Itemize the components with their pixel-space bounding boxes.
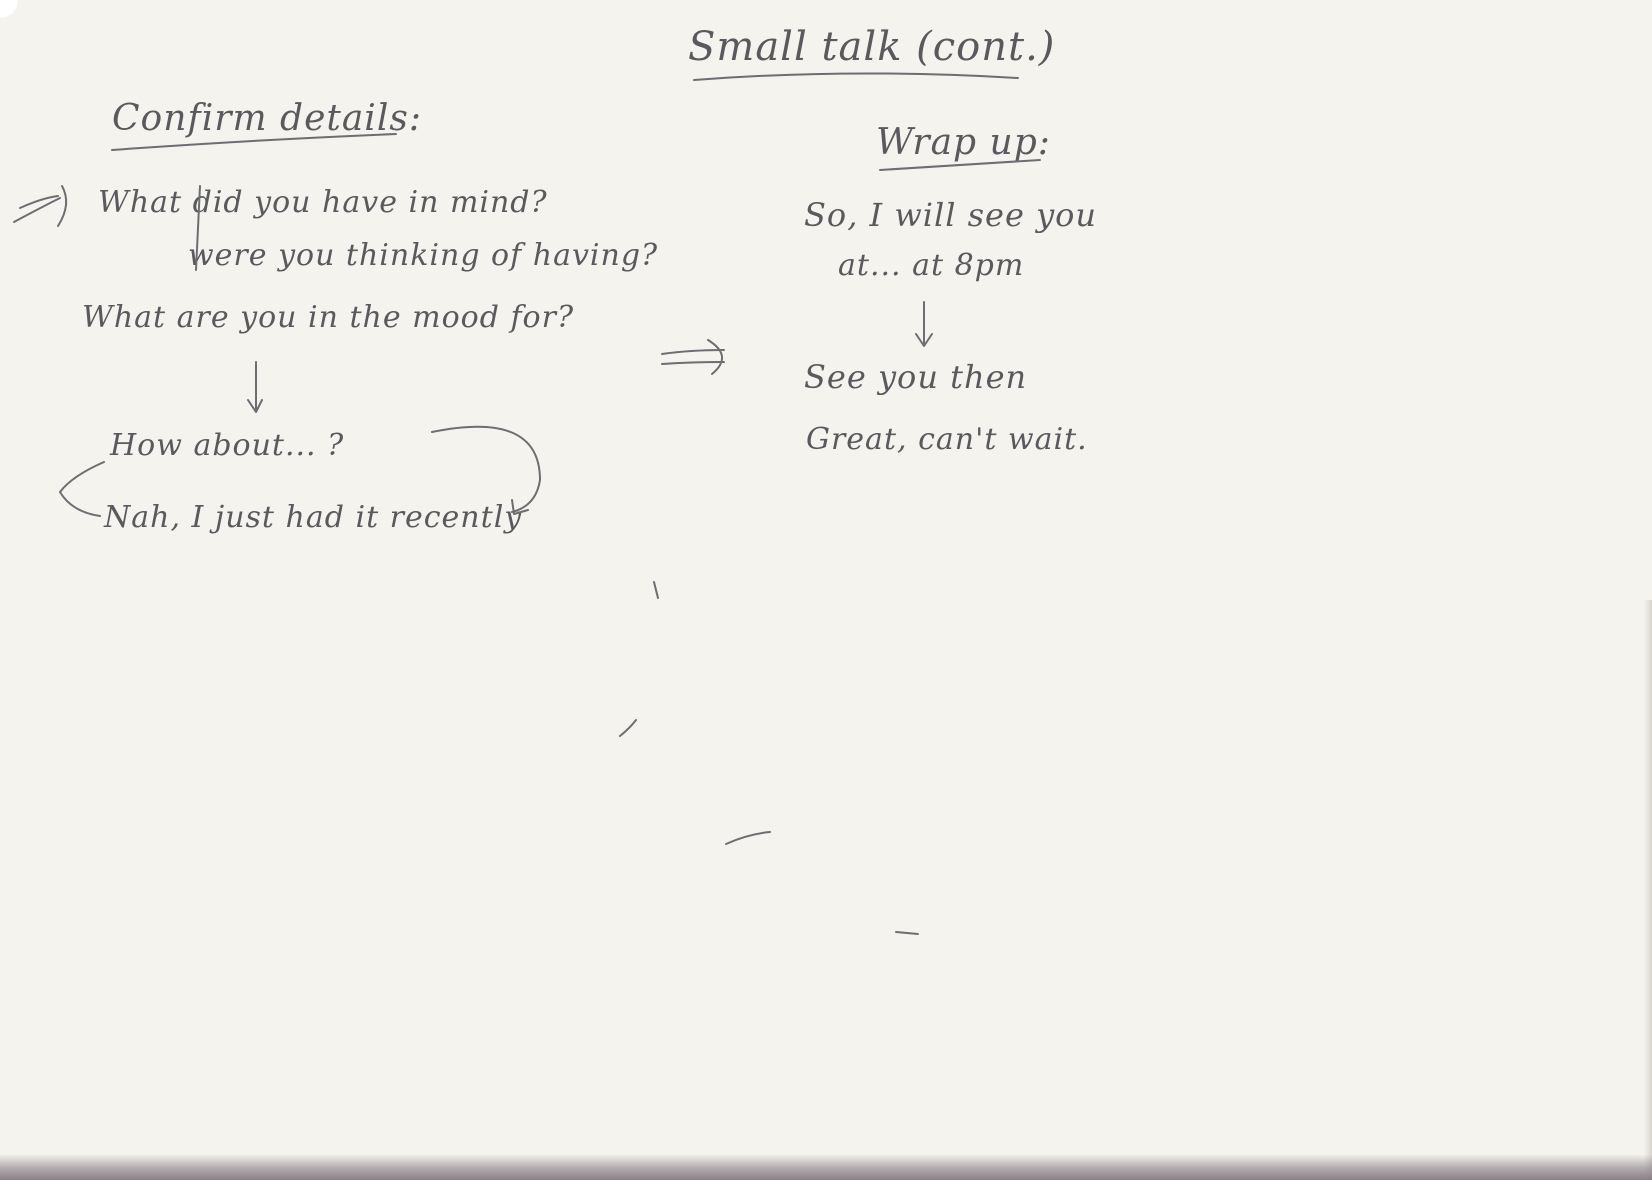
double-arrow-icon xyxy=(662,340,724,374)
down-arrow-left-icon xyxy=(248,362,262,412)
left-line-1: What did you have in mind? xyxy=(98,185,548,220)
left-bracket-stroke xyxy=(60,462,104,516)
title-underline xyxy=(694,73,1018,80)
left-line-3: What are you in the mood for? xyxy=(82,300,575,335)
left-margin-arrow-icon xyxy=(14,186,66,226)
stray-mark xyxy=(726,832,770,844)
wrap-up-heading: Wrap up: xyxy=(876,122,1051,163)
left-line-4: How about... ? xyxy=(110,428,345,463)
stray-mark xyxy=(896,932,918,934)
right-line-2: at... at 8pm xyxy=(838,248,1025,283)
right-line-1: So, I will see you xyxy=(804,196,1098,234)
stray-mark xyxy=(654,582,658,598)
page-right-edge xyxy=(1644,600,1652,1180)
stray-mark xyxy=(620,720,636,736)
down-arrow-right-icon xyxy=(916,302,932,346)
page-bottom-edge xyxy=(0,1154,1652,1180)
confirm-details-heading: Confirm details: xyxy=(112,98,422,139)
page-title: Small talk (cont.) xyxy=(688,24,1056,70)
page-corner xyxy=(0,0,18,18)
left-line-5: Nah, I just had it recently xyxy=(104,500,523,535)
right-line-4: Great, can't wait. xyxy=(806,422,1088,457)
right-line-3: See you then xyxy=(804,358,1028,396)
left-line-2: were you thinking of having? xyxy=(188,238,659,273)
